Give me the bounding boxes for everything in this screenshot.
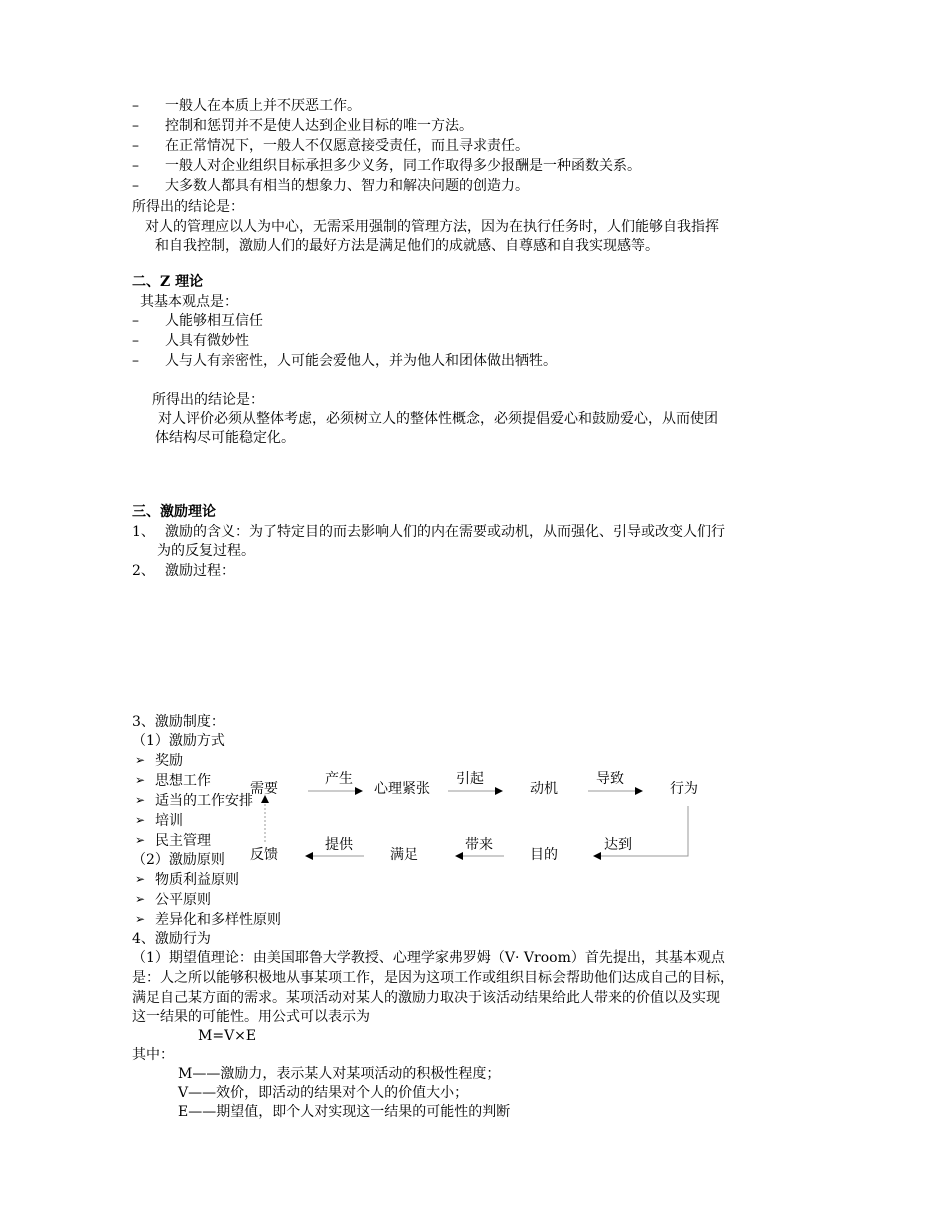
where-label: 其中：: [132, 1047, 174, 1063]
bullet-arrow-icon: ➢: [135, 892, 146, 906]
formula: M=V×E: [198, 1028, 257, 1044]
edge-label: 带来: [465, 837, 493, 853]
edge-label: 产生: [325, 771, 353, 787]
list-dash: –: [132, 333, 139, 349]
z-basic-label: 其基本观点是：: [140, 294, 238, 310]
x-conclusion-line: 对人的管理应以人为中心，无需采用强制的管理方法，因为在执行任务时，人们能够自我指挥: [145, 219, 719, 235]
diagram-node: 反馈: [250, 847, 278, 863]
x-conclusion-label: 所得出的结论是：: [132, 199, 244, 215]
motivation-heading: 三、激励理论: [132, 504, 216, 520]
x-conclusion-line: 和自我控制，激励人们的最好方法是满足他们的成就感、自尊感和自我实现感等。: [155, 238, 659, 254]
diagram-node: 心理紧张: [374, 781, 430, 797]
list-item: 人能够相互信任: [165, 313, 263, 329]
bullet-arrow-icon: ➢: [135, 793, 146, 807]
z-theory-heading: 二、Z 理论: [132, 274, 204, 290]
incentive-method: 思想工作: [155, 773, 211, 789]
expectancy-paragraph-line: 这一结果的可能性。用公式可以表示为: [132, 1009, 370, 1025]
incentive-system-title: 3、激励制度：: [132, 714, 225, 730]
z-conclusion-line: 体结构尽可能稳定化。: [155, 430, 295, 446]
definition-line: E——期望值，即个人对实现这一结果的可能性的判断: [178, 1104, 511, 1120]
bullet-arrow-icon: ➢: [135, 833, 146, 847]
incentive-method: 民主管理: [155, 833, 211, 849]
expectancy-paragraph-line: 是：人之所以能够积极地从事某项工作，是因为这项工作或组织目标会帮助他们达成自己的目标，: [132, 970, 734, 986]
edge-label: 导致: [596, 771, 624, 787]
incentive-principle: 差异化和多样性原则: [155, 912, 281, 928]
incentive-method: 培训: [155, 813, 183, 829]
list-item: 人与人有亲密性，人可能会爱他人，并为他人和团体做出牺牲。: [165, 353, 557, 369]
list-item: 一般人对企业组织目标承担多少义务，同工作取得多少报酬是一种函数关系。: [165, 158, 641, 174]
item-number: 2、: [132, 563, 155, 579]
list-dash: –: [132, 178, 139, 194]
z-conclusion-line: 对人评价必须从整体考虑，必须树立人的整体性概念，必须提倡爱心和鼓励爱心，从而使团: [158, 411, 718, 427]
motivation-definition-line: 为的反复过程。: [157, 543, 255, 559]
diagram-node: 目的: [530, 847, 558, 863]
z-conclusion-label: 所得出的结论是：: [152, 392, 264, 408]
edge-label: 达到: [604, 837, 632, 853]
list-dash: –: [132, 313, 139, 329]
list-dash: –: [132, 158, 139, 174]
incentive-principle: 物质利益原则: [155, 872, 239, 888]
incentive-principle: 公平原则: [155, 892, 211, 908]
list-item: 在正常情况下，一般人不仅愿意接受责任，而且寻求责任。: [165, 138, 529, 154]
list-dash: –: [132, 138, 139, 154]
bullet-arrow-icon: ➢: [135, 813, 146, 827]
diagram-node: 行为: [670, 781, 698, 797]
bullet-arrow-icon: ➢: [135, 872, 146, 886]
list-dash: –: [132, 98, 139, 114]
bullet-arrow-icon: ➢: [135, 773, 146, 787]
list-dash: –: [132, 118, 139, 134]
bullet-arrow-icon: ➢: [135, 912, 146, 926]
list-dash: –: [132, 353, 139, 369]
diagram-node: 动机: [530, 781, 558, 797]
incentive-method: 适当的工作安排: [155, 793, 253, 809]
edge-label: 引起: [456, 771, 484, 787]
motivation-process-label: 激励过程：: [165, 563, 235, 579]
motivation-behavior-title: 4、激励行为: [132, 931, 211, 947]
incentive-method: 奖励: [155, 753, 183, 769]
list-item: 人具有微妙性: [165, 333, 249, 349]
expectancy-paragraph-line: （1）期望值理论：由美国耶鲁大学教授、心理学家弗罗姆（V· Vroom）首先提出，其基本观点: [132, 950, 725, 966]
motivation-definition-line: 激励的含义：为了特定目的而去影响人们的内在需要或动机，从而强化、引导或改变人们行: [165, 524, 725, 540]
definition-line: M——激励力，表示某人对某项活动的积极性程度；: [178, 1066, 501, 1082]
incentive-principles-title: （2）激励原则: [132, 852, 225, 868]
incentive-methods-title: （1）激励方式: [132, 733, 225, 749]
list-item: 大多数人都具有相当的想象力、智力和解决问题的创造力。: [165, 178, 529, 194]
edge-label: 提供: [325, 837, 353, 853]
item-number: 1、: [132, 524, 155, 540]
list-item: 控制和惩罚并不是使人达到企业目标的唯一方法。: [165, 118, 473, 134]
expectancy-paragraph-line: 满足自己某方面的需求。某项活动对某人的激励力取决于该活动结果给此人带来的价值以及实现: [132, 990, 720, 1006]
definition-line: V——效价，即活动的结果对个人的价值大小；: [178, 1085, 469, 1101]
diagram-node: 需要: [250, 781, 278, 797]
list-item: 一般人在本质上并不厌恶工作。: [165, 98, 361, 114]
diagram-node: 满足: [390, 847, 418, 863]
bullet-arrow-icon: ➢: [135, 753, 146, 767]
